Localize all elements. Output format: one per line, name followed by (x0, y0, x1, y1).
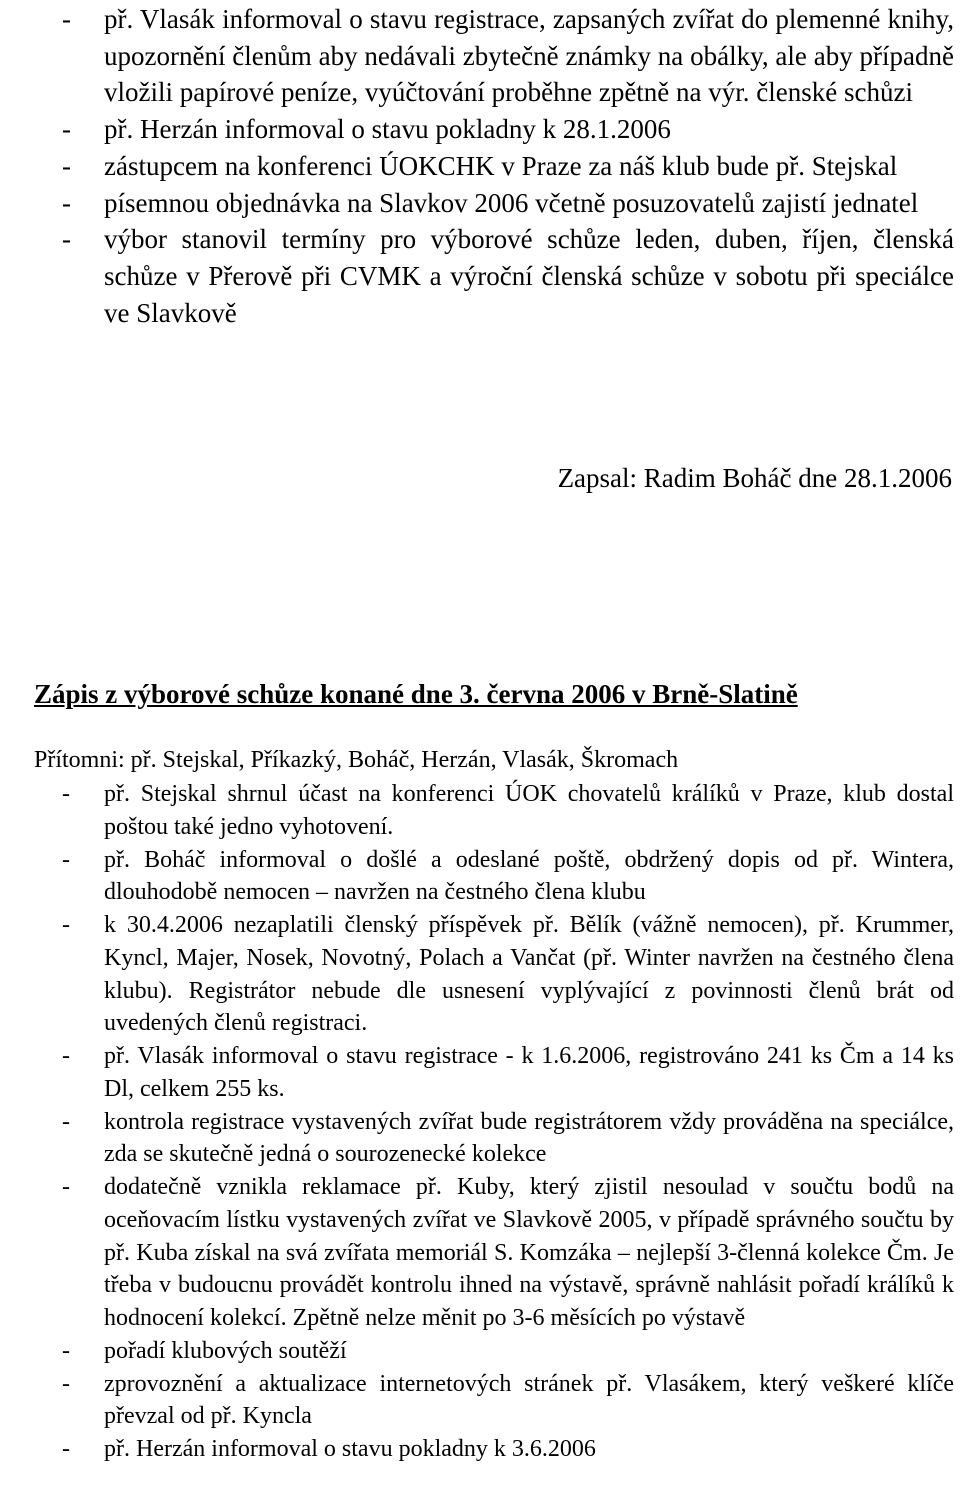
attendance-line: Přítomni: př. Stejskal, Příkazký, Boháč, Herzán, Vlasák, Škromach (34, 747, 679, 773)
list-dash: - (62, 1337, 70, 1364)
list-item (0, 844, 960, 910)
first-section-list (0, 1, 960, 331)
list-item (0, 1171, 960, 1335)
list-item-text: výbor stanovil termíny pro výborové schůze leden, duben, říjen, členská schůze v Přerově při CVMK a výroční členská schůze v sobotu při speciálce ve Slavkově (104, 224, 954, 328)
list-item (0, 111, 960, 148)
list-item-text: př. Vlasák informoval o stavu registrace, zapsaných zvířat do plemenné knihy, upozornění členům aby nedávali zbytečně známky na obálky, ale aby případně vložili papírové peníze, vyúčtování proběhne zpětně na výr. členské schůzi (104, 4, 954, 108)
list-dash: - (62, 1174, 70, 1200)
list-item (0, 778, 960, 844)
list-item-text: př. Herzán informoval o stavu pokladny k 28.1.2006 (104, 114, 671, 145)
list-item-text: př. Boháč informoval o došlé a odeslané poště, obdržený dopis od př. Wintera, dlouhodobě nemocen – navržen na čestného člena klubu (104, 846, 954, 906)
list-item (0, 1040, 960, 1106)
list-item-text: písemnou objednávka na Slavkov 2006 včetně posuzovatelů zajistí jednatel (104, 187, 919, 218)
list-item-text: pořadí klubových soutěží (104, 1337, 347, 1364)
list-dash: - (62, 781, 70, 807)
list-item (0, 1, 960, 111)
section-heading: Zápis z výborové schůze konané dne 3. června 2006 v Brně-Slatině (34, 679, 798, 709)
list-item-text: př. Vlasák informoval o stavu registrace - k 1.6.2006, registrováno 241 ks Čm a 14 ks Dl, celkem 255 ks. (104, 1043, 954, 1102)
signature-line: Zapsal: Radim Boháč dne 28.1.2006 (557, 463, 952, 493)
list-item-text: př. Herzán informoval o stavu pokladny k 3.6.2006 (104, 1436, 596, 1462)
list-item (0, 1433, 960, 1466)
list-dash: - (62, 150, 71, 181)
list-item-text: kontrola registrace vystavených zvířat bude registrátorem vždy prováděna na speciálce, zda se skutečně jedná o sourozenecké kolekce (104, 1108, 954, 1168)
list-item-text: dodatečně vznikla reklamace př. Kuby, který zjistil nesoulad v součtu bodů na oceňovacím lístku vystavených zvířat ve Slavkově 2005, v případě správného součtu by př. Kuba získal na svá zvířata memoriál S. Komzáka – nejlepší 3-členná kolekce Čm. Je třeba v budoucnu provádět kontrolu ihned na výstavě, správně nahlásit pořadí králíků k hodnocení kolekcí. Zpětně nelze měnit po 3-6 měsících po výstavě (104, 1174, 954, 1331)
list-item (0, 1368, 960, 1434)
list-dash: - (62, 912, 70, 938)
list-dash: - (62, 846, 70, 873)
list-dash: - (62, 1043, 70, 1069)
list-item (0, 1335, 960, 1368)
list-dash: - (62, 1108, 70, 1135)
second-section-list (0, 778, 960, 1466)
list-dash: - (62, 224, 71, 255)
list-item (0, 221, 960, 331)
list-dash: - (62, 187, 71, 218)
list-item (0, 1106, 960, 1172)
list-item-text: př. Stejskal shrnul účast na konferenci ÚOK chovatelů králíků v Praze, klub dostal poštou také jedno vyhotovení. (104, 781, 954, 840)
list-item-text: zástupcem na konferenci ÚOKCHK v Praze za náš klub bude př. Stejskal (104, 150, 898, 181)
list-dash: - (62, 114, 71, 145)
list-item-text: k 30.4.2006 nezaplatili členský příspěvek př. Bělík (vážně nemocen), př. Krummer, Kyncl, Majer, Nosek, Novotný, Polach a Vančat (př. Winter navržen na čestného člena klubu). Registrátor nebude dle usnesení vyplývající z povinnosti členů brát od uvedených členů registraci. (104, 912, 954, 1037)
list-dash: - (62, 4, 71, 34)
list-item (0, 148, 960, 185)
list-dash: - (62, 1370, 70, 1397)
list-dash: - (62, 1436, 70, 1462)
list-item (0, 909, 960, 1040)
list-item (0, 185, 960, 222)
list-item-text: zprovoznění a aktualizace internetových stránek př. Vlasákem, který veškeré klíče převzal od př. Kyncla (104, 1370, 954, 1430)
